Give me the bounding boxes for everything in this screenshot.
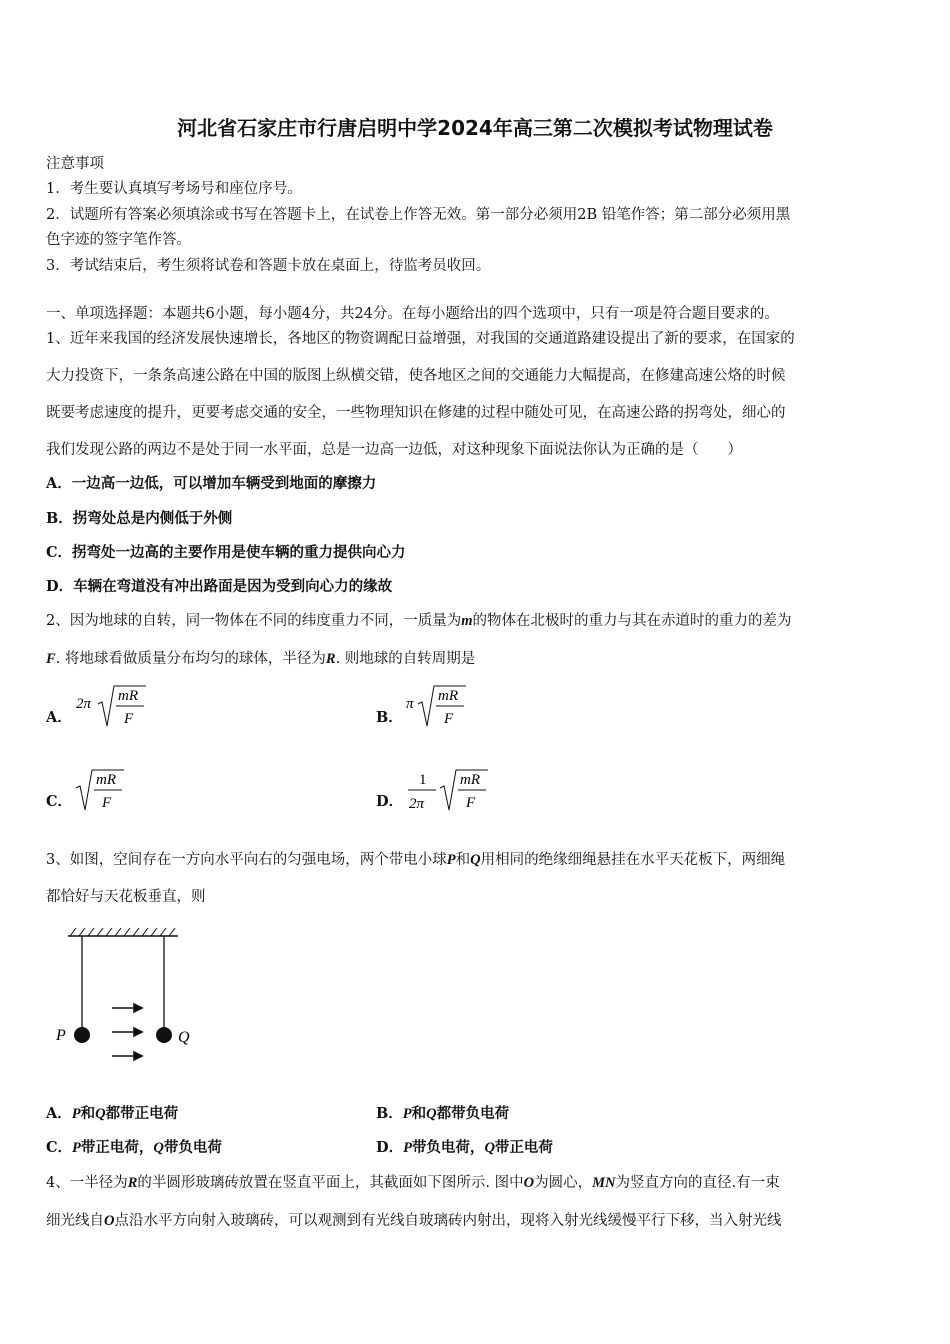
- option-b: B．P和Q都带负电荷: [376, 1105, 510, 1122]
- option-b: B．拐弯处总是内侧低于外侧: [46, 510, 233, 527]
- question-2-text: F. 将地球看做质量分布均匀的球体，半径为R. 则地球的自转周期是: [46, 651, 476, 667]
- label-p: P: [56, 1027, 66, 1044]
- page-title: 河北省石家庄市行唐启明中学2024年高三第二次模拟考试物理试卷: [177, 116, 773, 140]
- svg-text:1: 1: [419, 772, 427, 788]
- svg-text:mR: mR: [96, 772, 116, 788]
- formula-c: [74, 764, 134, 814]
- notice-item: 3．考试结束后，考生须将试卷和答题卡放在桌面上，待监考员收回。: [46, 258, 491, 274]
- option-c-label: C．: [46, 793, 73, 810]
- question-1-text: 既要考虑速度的提升，更要考虑交通的安全，一些物理知识在修建的过程中随处可见，在高速公路的拐弯处，细心的: [46, 405, 786, 421]
- question-4-text: 细光线自O点沿水平方向射入玻璃砖，可以观测到有光线自玻璃砖内射出，现将入射光线缓慢平行下移，当入射光线: [46, 1213, 782, 1229]
- option-c: C．拐弯处一边高的主要作用是使车辆的重力提供向心力: [46, 544, 406, 561]
- option-d: D．P带负电荷，Q带正电荷: [376, 1139, 553, 1156]
- option-a-label: A．: [46, 709, 72, 726]
- option-d: D．车辆在弯道没有冲出路面是因为受到向心力的缘故: [46, 578, 393, 595]
- formula-a: [74, 680, 154, 730]
- question-1-text: 1、近年来我国的经济发展快速增长，各地区的物资调配日益增强，对我国的交通道路建设提出了新的要求，在国家的: [46, 331, 795, 347]
- svg-text:F: F: [102, 795, 112, 811]
- option-b-label: B．: [376, 709, 403, 726]
- svg-text:π: π: [406, 696, 414, 712]
- question-1-text: 大力投资下，一条条高速公路在中国的版图上纵横交错，使各地区之间的交通能力大幅提高，在修建高速公烙的时候: [46, 368, 786, 384]
- option-d-label: D．: [376, 793, 404, 810]
- ceiling-hatch: [70, 928, 175, 936]
- svg-text:2π: 2π: [409, 796, 425, 812]
- notice-item: 色字迹的签字笔作答。: [46, 232, 191, 248]
- notice-item: 2．试题所有答案必须填涂或书写在答题卡上，在试卷上作答无效。第一部分必须用2B 铅笔作答；第二部分必须用黑: [46, 207, 791, 223]
- svg-text:mR: mR: [438, 688, 458, 704]
- ball-p: [74, 1027, 90, 1043]
- question-1-text: 我们发现公路的两边不是处于同一水平面，总是一边高一边低，对这种现象下面说法你认为正确的是（ ）: [46, 442, 742, 458]
- notice-heading: 注意事项: [46, 156, 104, 172]
- option-a: A．一边高一边低，可以增加车辆受到地面的摩擦力: [46, 475, 377, 492]
- section-heading: 一、单项选择题：本题共6小题，每小题4分，共24分。在每小题给出的四个选项中，只有一项是符合题目要求的。: [46, 306, 779, 322]
- question-3-text: 3、如图，空间存在一方向水平向右的匀强电场，两个带电小球P和Q用相同的绝缘细绳悬挂在水平天花板下，两细绳: [46, 852, 786, 868]
- formula-b: [404, 680, 484, 730]
- svg-text:mR: mR: [460, 772, 480, 788]
- option-c: C．P带正电荷，Q带负电荷: [46, 1139, 222, 1156]
- question-4-text: 4、一半径为R的半圆形玻璃砖放置在竖直平面上，其截面如下图所示. 图中O为圆心，MN为竖直方向的直径.有一束: [46, 1175, 780, 1191]
- notice-item: 1．考生要认真填写考场号和座位序号。: [46, 181, 302, 197]
- question-2-text: 2、因为地球的自转，同一物体在不同的纬度重力不同，一质量为m的物体在北极时的重力与其在赤道时的重力的差为: [46, 613, 792, 629]
- svg-text:F: F: [124, 711, 134, 727]
- svg-text:mR: mR: [118, 688, 138, 704]
- label-q: Q: [178, 1029, 190, 1046]
- svg-text:F: F: [466, 795, 476, 811]
- ball-q: [156, 1027, 172, 1043]
- formula-d: [404, 764, 494, 814]
- svg-text:2π: 2π: [76, 696, 92, 712]
- field-arrows: [112, 1004, 142, 1060]
- svg-text:F: F: [444, 711, 454, 727]
- question-3-text: 都恰好与天花板垂直，则: [46, 889, 206, 905]
- pendulum-figure: [50, 922, 210, 1072]
- option-a: A．P和Q都带正电荷: [46, 1105, 179, 1122]
